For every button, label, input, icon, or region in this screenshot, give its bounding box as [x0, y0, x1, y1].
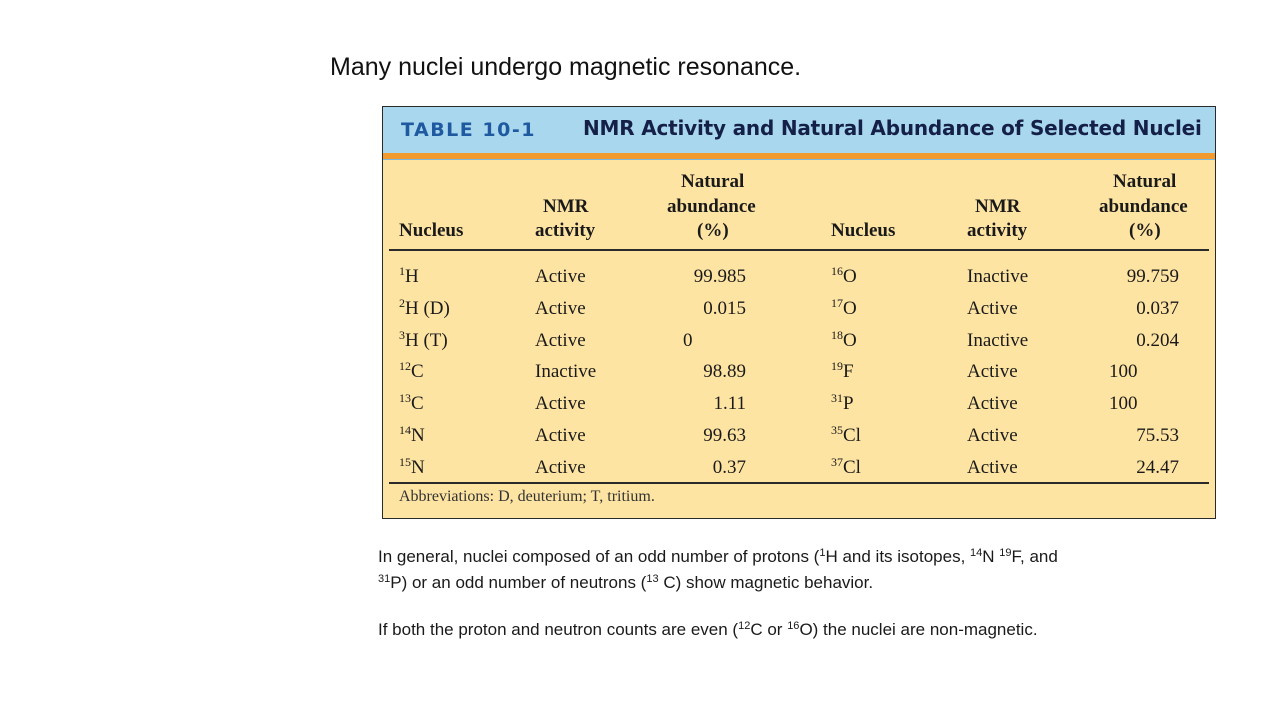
element-symbol: O	[843, 297, 857, 319]
element-symbol: H	[405, 297, 419, 319]
element-symbol: F	[843, 361, 854, 383]
mass-number: 12	[399, 359, 411, 374]
activity-cell-left: Active	[535, 425, 586, 446]
activity-cell-left: Inactive	[535, 361, 597, 383]
body-divider-rule	[389, 482, 1209, 484]
p1-text-3: N	[982, 547, 1000, 566]
mass-number: 15	[399, 454, 411, 469]
nucleus-cell-left	[399, 266, 419, 288]
p2-text-2: C or	[750, 620, 788, 639]
p1-sup-5: 13	[646, 573, 659, 585]
element-symbol: N	[411, 456, 425, 478]
element-symbol: C	[411, 393, 424, 415]
abundance-cell-left: 99.985	[693, 266, 746, 287]
activity-cell-right: Active	[967, 456, 1018, 478]
element-symbol: N	[411, 425, 425, 446]
col-header-nmr-left-l1: NMR	[543, 196, 589, 217]
mass-number: 18	[831, 327, 843, 342]
element-symbol: Cl	[843, 425, 861, 446]
activity-cell-left: Active	[535, 393, 586, 415]
nucleus-cell-left	[399, 327, 448, 352]
p2-sup-2: 16	[787, 620, 800, 632]
header-thin-rule	[383, 159, 1215, 160]
nucleus-cell-right	[831, 425, 861, 447]
abundance-cell-left: 0.015	[703, 297, 746, 319]
header-divider-rule	[389, 249, 1209, 251]
activity-cell-right: Active	[967, 361, 1018, 383]
col-header-nmr-left-l2: activity	[535, 220, 596, 241]
nucleus-cell-left	[399, 393, 424, 415]
p1-sup-3: 19	[999, 547, 1012, 559]
p1-text-6: C) show magnetic behavior.	[658, 573, 874, 592]
nucleus-cell-right	[831, 266, 857, 288]
col-header-nucleus-right: Nucleus	[831, 220, 896, 241]
activity-cell-left: Active	[535, 329, 586, 351]
element-symbol: O	[843, 329, 857, 351]
explanation-paragraph-even	[378, 617, 1258, 643]
mass-number: 19	[831, 359, 843, 374]
activity-cell-right: Inactive	[967, 266, 1029, 287]
nucleus-cell-right	[831, 393, 854, 415]
mass-number: 17	[831, 295, 843, 310]
activity-cell-right: Active	[967, 425, 1018, 446]
mass-number: 31	[831, 391, 843, 406]
col-header-nmr-right-l2: activity	[967, 220, 1028, 241]
col-header-abundance-right-l3: (%)	[1129, 220, 1161, 241]
col-header-abundance-right-l2: abundance	[1099, 196, 1188, 217]
abundance-cell-left: 0	[683, 329, 693, 351]
mass-number: 16	[831, 264, 843, 278]
nucleus-cell-left	[399, 425, 425, 447]
p1-text-4: F, and	[1011, 547, 1058, 566]
col-header-abundance-left-l3: (%)	[697, 220, 729, 241]
nucleus-cell-left	[399, 295, 450, 320]
p1-sup-1: 1	[819, 547, 826, 559]
mass-number: 35	[831, 423, 843, 437]
element-symbol: O	[843, 266, 857, 287]
nucleus-cell-left	[399, 454, 425, 479]
activity-cell-left: Active	[535, 456, 586, 478]
col-header-nucleus-left: Nucleus	[399, 220, 464, 241]
mass-number: 13	[399, 391, 411, 406]
abundance-cell-left: 99.63	[703, 425, 746, 446]
abundance-cell-right: 99.759	[1126, 266, 1179, 287]
p1-text-5: P) or an odd number of neutrons (	[390, 573, 647, 592]
p1-text-1: In general, nuclei composed of an odd number of protons (	[378, 547, 820, 566]
p2-text-3: O) the nuclei are non-magnetic.	[799, 620, 1038, 639]
table-number: TABLE 10-1	[401, 119, 536, 141]
mass-number: 2	[399, 295, 405, 310]
element-symbol: H	[405, 329, 419, 351]
mass-number: 14	[399, 423, 411, 437]
mass-number: 1	[399, 264, 405, 278]
mass-number: 3	[399, 327, 405, 342]
nucleus-cell-right	[831, 454, 861, 479]
nucleus-cell-right	[831, 327, 857, 352]
activity-cell-left: Active	[535, 266, 586, 287]
nucleus-cell-right	[831, 361, 854, 383]
col-header-abundance-right-l1: Natural	[1113, 171, 1177, 192]
abundance-cell-left: 0.37	[712, 456, 746, 478]
abundance-cell-right: 0.204	[1136, 329, 1179, 351]
activity-cell-right: Active	[967, 393, 1018, 415]
slide-title: Many nuclei undergo magnetic resonance.	[330, 53, 802, 81]
element-symbol: H	[405, 266, 419, 287]
col-header-nmr-right-l1: NMR	[975, 196, 1021, 217]
abundance-cell-left: 98.89	[703, 361, 746, 383]
element-symbol: C	[411, 361, 424, 383]
nucleus-cell-left	[399, 361, 424, 383]
element-symbol: Cl	[843, 456, 861, 478]
activity-cell-right: Active	[967, 297, 1018, 319]
mass-number: 37	[831, 454, 843, 469]
p1-sup-2: 14	[970, 547, 983, 559]
nmr-table-figure	[382, 106, 1216, 519]
table-caption: NMR Activity and Natural Abundance of Selected Nuclei	[583, 116, 1202, 140]
p2-sup-1: 12	[738, 620, 751, 632]
activity-cell-left: Active	[535, 297, 586, 319]
col-header-abundance-left-l2: abundance	[667, 196, 756, 217]
abundance-cell-right: 100	[1109, 361, 1138, 383]
abbreviations-footnote: Abbreviations: D, deuterium; T, tritium.	[399, 488, 655, 505]
isotope-label: (T)	[418, 329, 448, 351]
p1-sup-4: 31	[378, 573, 391, 585]
p1-text-2: H and its isotopes,	[825, 547, 971, 566]
abundance-cell-right: 75.53	[1136, 425, 1179, 446]
abundance-cell-left: 1.11	[713, 393, 746, 415]
abundance-cell-right: 100	[1109, 393, 1138, 415]
isotope-label: (D)	[418, 297, 450, 319]
table-header-band	[383, 107, 1215, 153]
abundance-cell-right: 24.47	[1136, 456, 1179, 478]
p2-text-1: If both the proton and neutron counts are even (	[378, 620, 739, 639]
element-symbol: P	[843, 393, 854, 415]
nucleus-cell-right	[831, 295, 857, 320]
col-header-abundance-left-l1: Natural	[681, 171, 745, 192]
abundance-cell-right: 0.037	[1136, 297, 1179, 319]
activity-cell-right: Inactive	[967, 329, 1029, 351]
explanation-paragraph-odd	[378, 544, 1258, 596]
